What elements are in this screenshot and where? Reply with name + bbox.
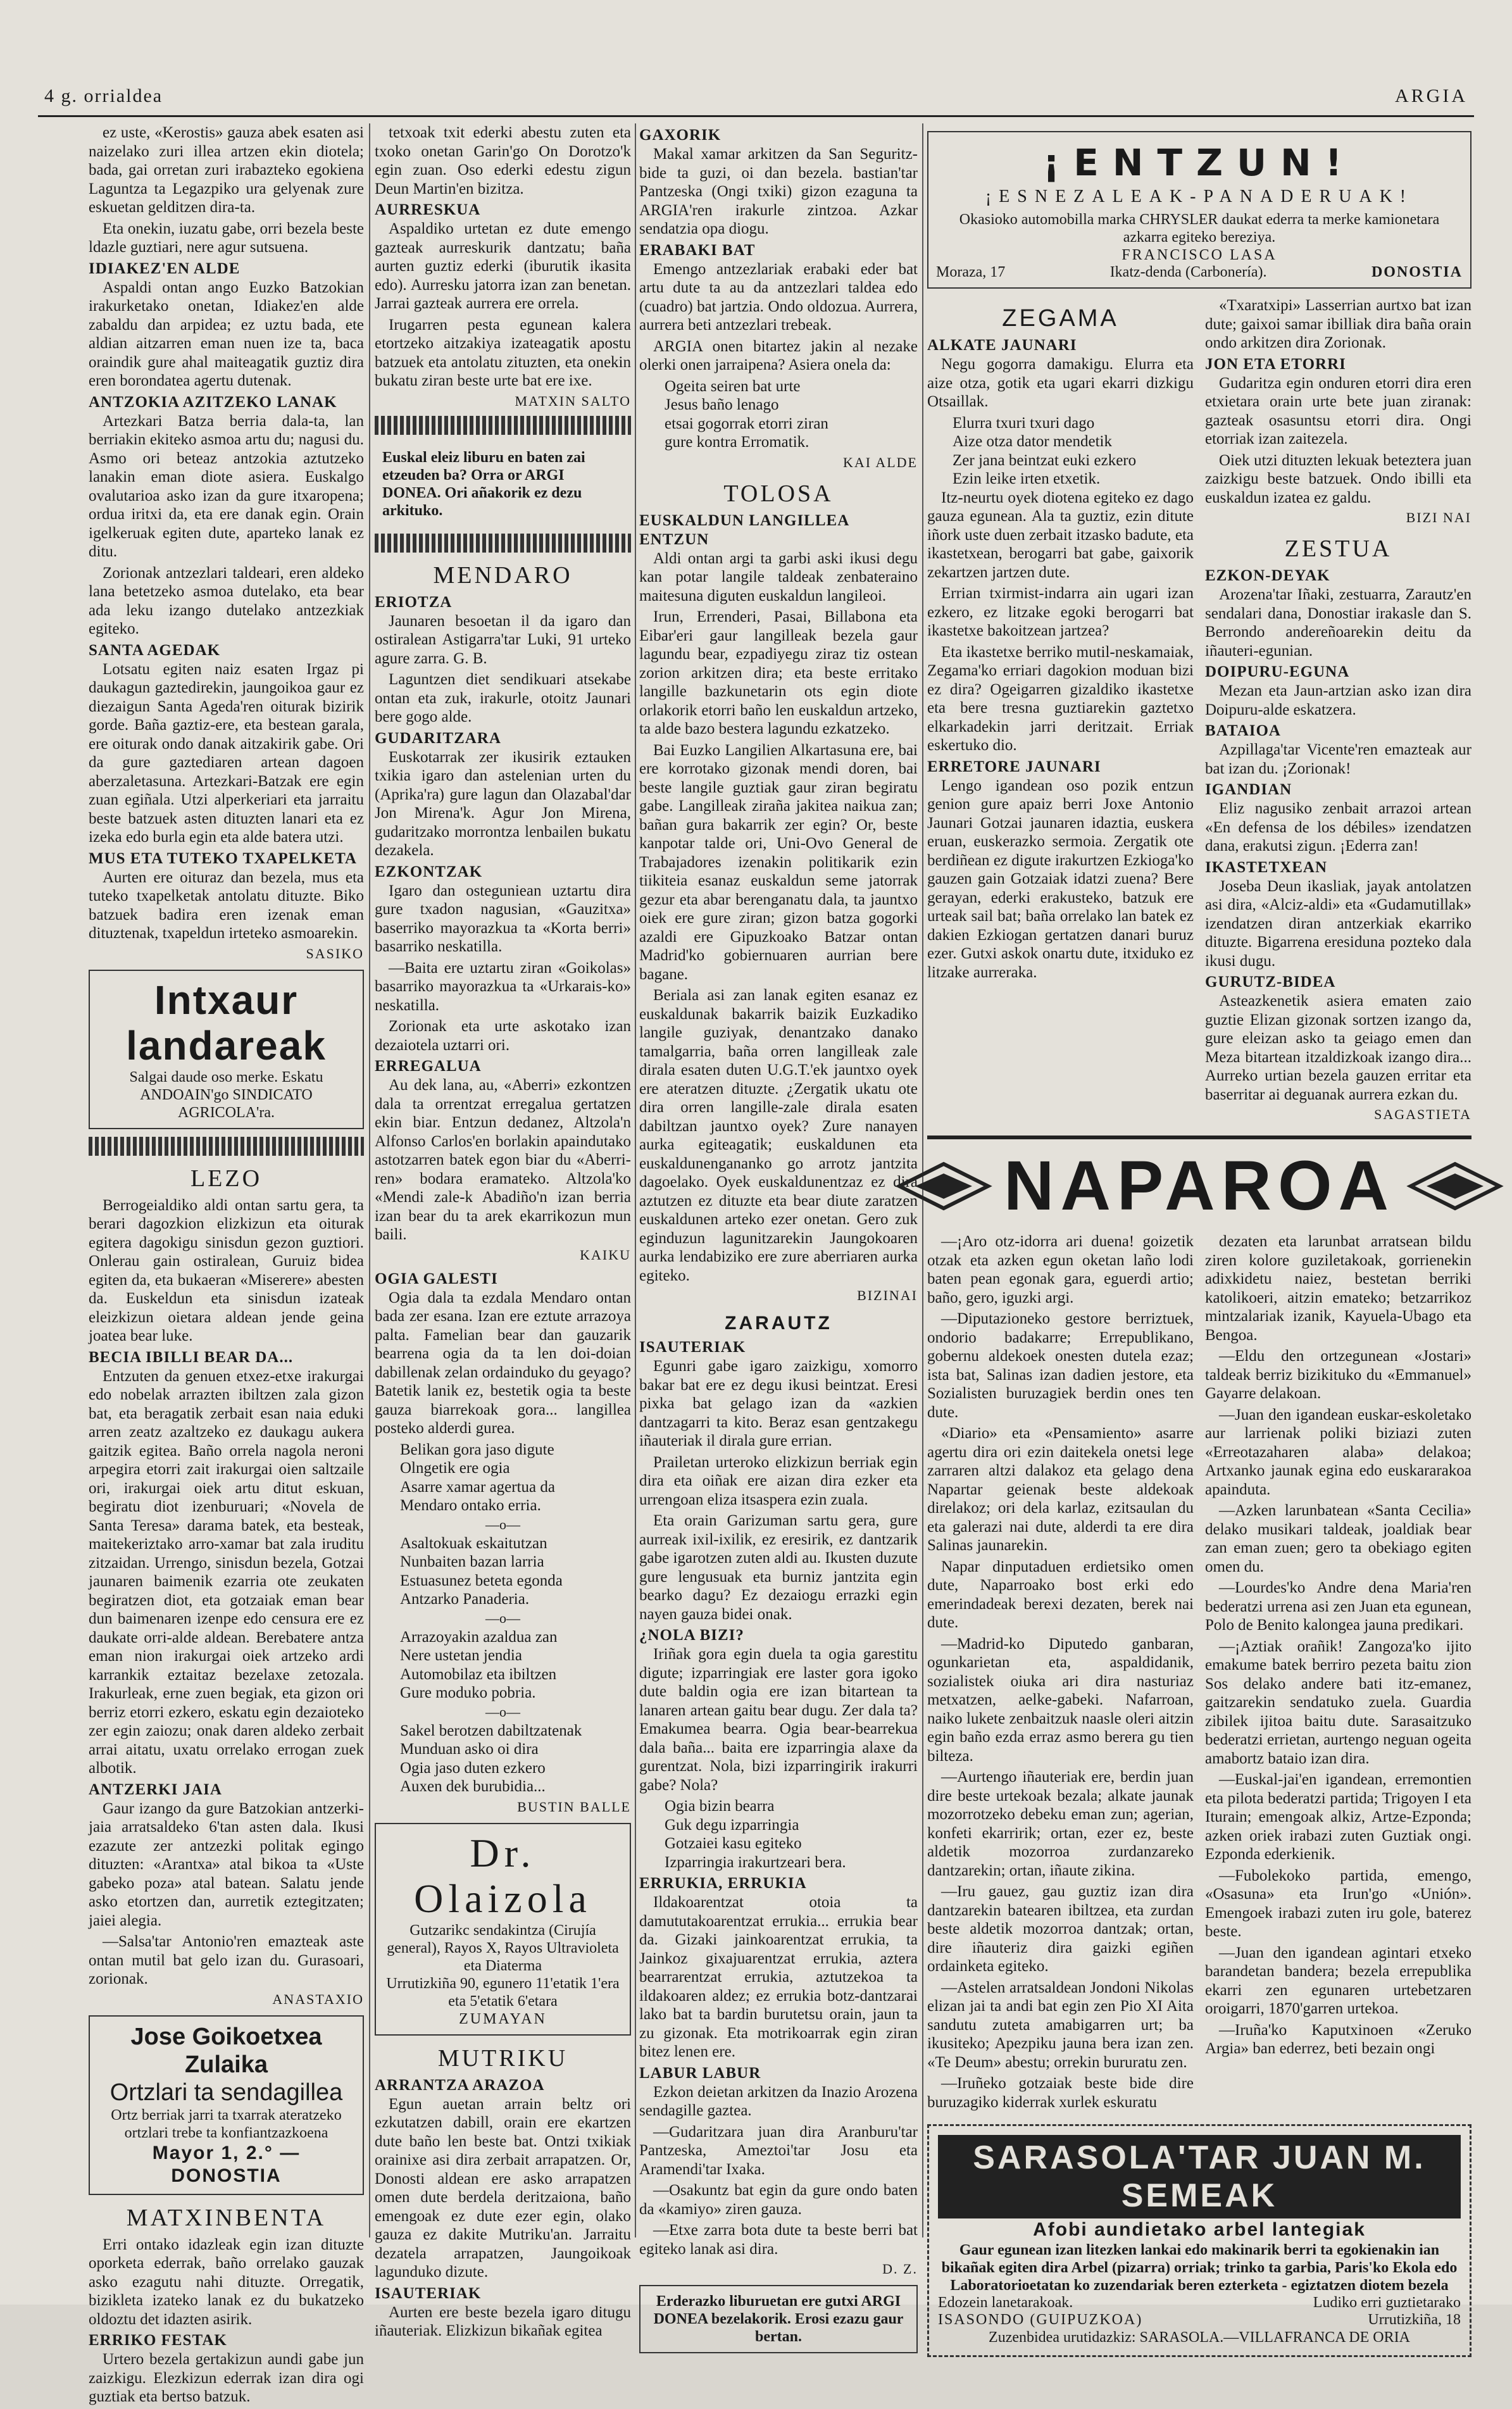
verse-line: Munduan asko oi dira — [400, 1741, 539, 1758]
town-heading: MENDARO — [433, 561, 573, 589]
article-text: «Txaratxipi» Lasserrian aurtxo bat izan dute; gaixoi samar ibilliak dira baña orain ondo arkitzen dira Zorionak. — [1205, 297, 1471, 351]
article-text: «Diario» eta «Pensamiento» asarre agertu dira ori ezin daitekela onetsi lege zarraren altzi dalakoz eta gelago dena Napartar geienak beste aldekoak direlakoz; ori dela karlaz, ezitsaulan du eta galerazi nai dute, alderdi ta ere dira Salinas jaunarekin. — [927, 1425, 1194, 1554]
verse-line: Ezin leike irten etxetik. — [953, 470, 1101, 487]
article-text: Aspaldi ontan ango Euzko Batzokian irakurketako onetan, Idiakez'en alde zabaldu dan arpidea; ez uztu bada, ete aldian aitzarren eman nuen ize ta, baca oraindik gure ahal maiteagatik guztiz dira eren borondatea agertu dutenak. — [89, 278, 364, 389]
article-heading: EUSKALDUN LANGILLEA ENTZUN — [639, 511, 849, 548]
article-text: Igaro dan osteguniean uztartu dira gure txadon nagusian, «Gauzitxa» baserriko mayorazkua ta «Korta berri» basarriko neskatilla. — [375, 882, 631, 955]
naparoa-banner — [927, 1146, 1471, 1226]
ad-place: ZUMAYAN — [459, 2010, 547, 2027]
verse-line: Elurra txuri txuri dago — [953, 414, 1095, 432]
verse-line: Jesus baño lenago — [665, 396, 779, 413]
article-text: Ezkon deietan arkitzen da Inazio Arozena sendagille gaztea. — [639, 2083, 918, 2119]
article-heading: GUDARITZARA — [375, 729, 501, 747]
ad-text: Gaur egunean izan litezken lankai edo makinarik berri ta egokienakin ian bikañak egiten dira Arbel (pizarra) orriak; trinko ta garbia, Paris'ko Ekola edo Laboratorioetatan ko zuzendariak beren ezterketa - egiztatzen diotem bezela — [941, 2242, 1458, 2294]
coat-of-arms-icon — [1408, 1158, 1503, 1215]
ad-hours: Urrutizkiña 90, egunero 11'etatik 1'era eta 5'etatik 6'etara — [386, 1975, 620, 2010]
article-text: Aurten ere beste bezela igaro ditugu iñauteriak. Elizkizun bikañak egitea — [375, 2303, 631, 2339]
verse-line: gure kontra Erromatik. — [665, 434, 809, 451]
ad-subtitle: Ortzlari ta sendagillea — [109, 2079, 343, 2106]
ad-phone: Urrutizkiña, 18 — [1368, 2312, 1461, 2328]
verse-line: Zer jana beintzat euki ezkero — [953, 451, 1137, 469]
subcolumns-naparoa — [927, 1232, 1471, 2114]
article-text: Makal xamar arkitzen da San Seguritz-bide ta guzi, oi dan bezela. bastian'tar Pantzeska (Ongi txiki) gizon ezaguna ta ARGIA'ren irakurle zintzoa. Azkar sendatzia opa diogu. — [639, 146, 918, 237]
article-heading: ALKATE JAUNARI — [927, 337, 1077, 354]
verse-line: Auxen dek burubidia... — [400, 1778, 546, 1795]
article-text: dezaten eta larunbat arratsean bildu ziren kolore guziletakoak, gorrienekin adixkidetu naiez, bestetan berriki katolikoeri, aitzin emateko; betzarrikoz mintzalariak izanik, Kayuela-Ubago eta Bengoa. — [1205, 1233, 1471, 1344]
ad-line: Edozein lanetarakoak. — [938, 2294, 1073, 2311]
verse-line: Nere ustetan jendia — [400, 1647, 522, 1664]
article-heading: ERRUKIA, ERRUKIA — [639, 1875, 807, 1892]
town-heading: MATXINBENTA — [126, 2204, 327, 2231]
article-text: —¡Aztiak orañik! Zangoza'ko ijito emakume batek berriro pezeta baitu zion Sos delako andere bati itz-emanez, gaitzarekin sendatuko zuela. Guardia zibilek ijitoa baitu dute. Sarasaitzuko bederatzi errietan, aurtengo neguan ogeita amabortz bataio izan dira. — [1205, 1637, 1471, 1767]
article-text: Egunri gabe igaro zaizkigu, xomorro bakar bat ere ez degu ikusi beintzat. Eresi pixka bat gelago izan da «azkien dantzagarri ta kito. Beraz esan gentzakegu iñauteriak il dirala gure errian. — [639, 1358, 918, 1449]
article-text: Zorionak antzezlari taldeari, eren aldeko lana betetzeko asmoa dutelako, eta bear ada leku izango dutelako antzezkiak egiteko. — [89, 564, 364, 637]
article-text: —Madrid-ko Diputedo ganbaran, ogunkarietan eta, aspaldidanik, sozialistek oiuka ari dira nasturiaz metxatzen, aelke-gabeki. Nafarroan, naiko lukete zenbaitzuk naasle oleri aitzin egin baño ezda erraz asmo berera gu tien bilteza. — [927, 1635, 1194, 1765]
article-text: ez uste, «Kerostis» gauza abek esaten asi naizelako zuri illea artzen ekin diotela; bada, gai orretan zuri irabazteko egokiena Laguntza ta Legazpiko ura gelyenak zure eskuetan gelditzen dira-ta. — [89, 124, 364, 216]
ad-text: Gutzarikc sendakintza (Cirujía general), Rayos X, Rayos Ultravioleta eta Diaterma — [387, 1922, 619, 1974]
signature: KAIKU — [580, 1246, 631, 1263]
signature: MATXIN SALTO — [515, 392, 631, 409]
article-text: Zorionak eta urte askotako izan dezaiotela uztarri ori. — [375, 1018, 631, 1054]
article-heading: GURUTZ-BIDEA — [1205, 973, 1336, 991]
verse-line: Antzarko Panaderia. — [400, 1591, 530, 1608]
header-rule — [38, 115, 1474, 117]
ad-address: Mayor 1, 2.° — DONOSTIA — [152, 2142, 301, 2186]
ad-text: Ortz berriak jarri ta txarrak ateratzeko ortzlari trebe ta konfiantzazkoena — [111, 2106, 342, 2141]
signature: BUSTIN BALLE — [517, 1798, 631, 1815]
article-text: Urtero bezela gertakizun aundi gabe jun zaizkigu. Elezkizun ederrak izan dira ogi guztiak eta bertso batzuk. — [89, 2351, 364, 2405]
verse-line: Estuasunez beteta egonda — [400, 1572, 563, 1589]
verse-line: Mendaro ontako erria. — [400, 1497, 541, 1514]
article-heading: ISAUTERIAK — [639, 1339, 746, 1356]
article-text: Laguntzen diet sendikuari atsekabe ontan eta zuk, irakurle, otoitz Jaunari bere gogo alde. — [375, 671, 631, 725]
article-heading: MUS ETA TUTEKO TXAPELKETA — [89, 849, 357, 867]
article-heading: IKASTETXEAN — [1205, 858, 1327, 876]
article-heading: ANTZERKI JAIA — [89, 1780, 222, 1798]
article-text: —¡Aro otz-idorra ari duena! goizetik otzak eta azken egun oketan laño lodi baten pean egonak gara, eguerdi artio; baño, gero, iguzki argi. — [927, 1233, 1194, 1306]
verse-line: Guk degu izparringia — [665, 1816, 799, 1834]
article-text: Oiek utzi dituzten lekuak beteztera juan zaizkigu beste batzuek. Ondo ibilli eta euskaldun izatea ez galdu. — [1205, 451, 1471, 506]
article-text: Iriñak gora egin duela ta ogia garestitu digute; izparringiak ere laster gora igoko dute baldin ogia ere izan bitartean ta lanaren artean gaitu bear dugu. Zer dala ta? Emakumea bearra. Ogia bear-bearrekua dala baña... baita ere izparringia alaxe da gurentzat. Nola, bizi izparringirik irakurri gabe? Nola? — [639, 1646, 918, 1794]
article-heading: ISAUTERIAK — [375, 2284, 482, 2302]
article-text: Errian txirmist-indarra ain ugari izan ezkero, ez litzake egoki berogarri bat ikastetxe bakoitzean jartzea? — [927, 585, 1194, 639]
verse-separator: —o— — [485, 1610, 520, 1626]
article-heading: SANTA AGEDAK — [89, 641, 221, 659]
ad-title: Jose Goikoetxea Zulaika — [130, 2023, 322, 2078]
town-heading: ZARAUTZ — [725, 1313, 832, 1334]
town-heading: TOLOSA — [723, 480, 834, 507]
article-text: —Salsa'tar Antonio'ren emazteak aste ontan mutil bat gelo izan du. Gurasoari, zorionak. — [89, 1933, 364, 1987]
article-text: —Euskal-jai'en igandean, erremontien eta pilota bederatzi partida; Trigoyen I eta Iturain; emengoak alkiz, Artze-Ezponda; azken oriek irabazi zuten Guztiak ongi. Ezponda ederkienik. — [1205, 1771, 1471, 1863]
town-heading: ZEGAMA — [1002, 305, 1119, 332]
article-text: —Diputazioneko gestore berriztuek, ondorio badakarre; Errepublikano, gobernu aldekoek onesten dutela ezaz; ista bat, Salinas izan dadien jestore, eta Sozialisten buruzagiek berdin ones ten dute. — [927, 1310, 1194, 1421]
signature: D. Z. — [882, 2261, 918, 2277]
article-heading: ERIOTZA — [375, 593, 453, 611]
article-text: Eta onekin, iuzatu gabe, orri bezela beste ldazle guztiari, nere agur sutsuena. — [89, 220, 364, 256]
ad-shop: Ikatz-denda (Carbonería). — [1109, 264, 1267, 280]
article-heading: EZKON-DEYAK — [1205, 567, 1330, 584]
article-text: Euskotarrak zer ikusirik eztauken txikia igaro dan astelenian urten du (Aprika'ra) gure lagun dan Olazabal'dar Jon Mirena'k. Agur Jon Mirena, gudaritzako morrontza lenbailen bukatu dezakela. — [375, 748, 631, 859]
subcolumn-naparoa-left — [927, 1232, 1194, 2114]
article-heading: EZKONTZAK — [375, 863, 483, 880]
article-heading: DOIPURU-EGUNA — [1205, 663, 1350, 680]
masthead: ARGIA — [1395, 85, 1468, 106]
article-text: Eta orain Garizuman sartu gera, gure aurreak ixil-ixilik, ez eresirik, ez dantzarik gabe igarotzen zuten aldi au. Ikusten duzute gure lengusuak eta burniz jantzita egin bearko dagu? Ez dezaiogu errazki egin nayen gauza bidei onak. — [639, 1512, 918, 1623]
section-title: NAPAROA — [1004, 1147, 1395, 1225]
verse-separator: —o— — [485, 1516, 520, 1532]
ad-subtitle: Afobi aundietako arbel lantegiak — [1033, 2219, 1366, 2240]
article-text: Emengo antzezlariak erabaki eder bat artu dute ta au da antzezlari taldea edo (cuadro) bat jartzia. Ondo oldozua. Aurrera, aurrera beti antzezlari trebeak. — [639, 260, 918, 334]
decorative-banner — [89, 1137, 364, 1156]
signature: KAI ALDE — [842, 454, 918, 470]
article-text: Lotsatu egiten naiz esaten Irgaz pi daukagun gaztedirekin, jaungoikoa gaur ez diezaigun Santa Ageda'ren oiturak bizirik gorde. Baña gaztiz-ere, eta bestean garala, ere oiturak ondo danak aitzakirik gabe. Ori da gure gaztediaren artean dagoen aberzaletasuna. Artezkari-Batzak ere egin zuan egiñala. Utzi alperkeriari eta jarraitu beste batzuek asten dituzten lanari eta ez izeka edo burla egin eta alde batera utzi. — [89, 660, 364, 846]
ad-argi-donea — [375, 442, 631, 526]
article-text: —Gudaritzara juan dira Aranburu'tar Pantzeska, Ameztoi'tar Josu eta Aramendi'tar Ixaka. — [639, 2123, 918, 2178]
article-heading: OGIA GALESTI — [375, 1270, 498, 1287]
article-text: Lengo igandean oso pozik entzun genion gure apaiz berri Joxe Antonio Jaunari Gotzai jaunaren idaztia, euskera eruan, euskerazko sermoia. Zergatik ote berdiñean ez digute irakurtzen Ezkioga'ko gauzen gain Gotzaiak idatzi zuena? Bere gerayan, ederki erakusteko, batzuk ere urteak sail bat; baña orrelako lan batek ez dakien Ezkiogan gertatzen danari buruz ezer. Gutxi askok onartu dute, itxiduko ez litzake aurreraka. — [927, 777, 1194, 981]
signature: SAGASTIETA — [1374, 1106, 1471, 1122]
town-heading: MUTRIKU — [437, 2044, 568, 2072]
article-text: —Iruñeko gotzaiak beste bide dire buruzagiko kiderrak xurlek eskuratu — [927, 2075, 1194, 2111]
ad-subtitle: ¡ESNEZALEAK-PANADERUAK! — [985, 187, 1414, 206]
article-text: Entzuten da genuen etxez-etxe irakurgai edo nobelak arrazten ibiltzen zala gizon bat, eta beragatik zerbait esan naia eduki arren zeatz azaltzeko ez daukagu aukera gaitzik egitea. Baño orrela nagola neroni arpegira etorri zait irakurgai oien saltzaile ori, irakurgai oiek artu ditut eskuan, begiratu diot izenburuari; «Novela de Santa Teresa» darama batek, eta besteak, maitekeriztako arro-xamar bat zala iruditu zitzaidan. Urrengo, sinisdun bezela, Gotzai jaunaren baimenik ezarria ote zeukaten begiratzen diot, eta gotzaiak eman bear dun baimenaren izenpe edo censura ere ez daukate orri-alde aldean. Berebatere antza eman nion irakurgai oiek artzeko ardi karrankik eztaitaz bezelaxe zetozala. Irakurleak, erne zuen begiak, eta gizon ori berriz etorri ezkero, eskatu egin dezaioteko zer egin zaiozu; onak daren aldeko zerbait arrai aitatu, uxatu orrelako errogan zuek albotik. — [89, 1367, 364, 1777]
article-text: Berrogeialdiko aldi ontan sartu gera, ta berari dagozkion elizkizun eta oiturak egitera dagokigu sinisdun gezon guztiori. Onlerau gain ostiralean, Guruiz bidea egiten da, eta bukaeran «Miserere» abesten da. Euskeldun eta sinisdun izateak eleizkizun oietara aldean jende geina joatea bear luke. — [89, 1196, 364, 1344]
signature: ANASTAXIO — [272, 1991, 364, 2007]
article-text: Jaunaren besoetan il da igaro dan ostiralean Astigarra'tar Luki, 91 urteko agure zarra. G. B. — [375, 612, 631, 667]
ad-text: Okasioko automobilla marka CHRYSLER daukat ederra ta merke kamionetara azkarra egiteko bereziya. — [959, 211, 1440, 246]
ad-title: ¡ENTZUN! — [1042, 141, 1356, 184]
signature: BIZINAI — [857, 1287, 918, 1303]
verse-line: Automobilaz eta ibiltzen — [400, 1665, 557, 1683]
decorative-banner — [375, 534, 631, 553]
verse-line: Belikan gora jaso digute — [400, 1441, 554, 1458]
article-text: Aspaldiko urtetan ez dute emengo gazteak aurreskurik dantzatu; baña aurten guztiz ederki (iburutik ikasita edo). Aurresku jatorra izan zan benetan. Jarrai gazteak aurrera ere orrela. — [375, 220, 631, 312]
ad-goikoetxea — [89, 2015, 364, 2195]
article-heading: AURRESKUA — [375, 201, 481, 218]
ad-city: DONOSTIA — [1371, 264, 1463, 280]
article-text: —Baita ere uztartu ziran «Goikolas» basarriko mayorazkua ta «Urkarais-ko» neskatilla. — [375, 959, 631, 1014]
verse-line: etsai gogorrak etorri ziran — [665, 415, 828, 432]
article-text: —Astelen arratsaldean Jondoni Nikolas elizan jai ta andi bat egin zen Pio XI Aita sandutu zuteta amabigarren urt; ba ikusiteko; Apezpiku jauna bera izan zen. «Te Deum» abestu; orrekin bururatu zen. — [927, 1979, 1194, 2071]
article-text: Gudaritza egin onduren etorri dira eren etxietara orain urte bete juan ziranak: gazteak osasuntsu etorri dira. Ongi etorriak izan zaitezela. — [1205, 374, 1471, 447]
verse-line: Nunbaiten bazan larria — [400, 1553, 544, 1570]
article-text: Joseba Deun ikasliak, jayak antolatzen asi dira, «Alciz-aldi» eta «Gudamutillak» izendatzen diran antzerkiak ekarriko dituzte. Bigarrena eresiduna pozteko dala ikusi dugu. — [1205, 877, 1471, 970]
article-text: —Iru gauez, gau guztiz izan dira dantzarekin batearen ibiltzea, eta zurdan beste aldetik mozorroa dantzak; ortan, dire iñauteriz dira gaizki egiñen ordainketa egiteko. — [927, 1883, 1194, 1975]
subcolumn-zestua — [1205, 296, 1471, 1129]
article-text: Asteazkenetik asiera ematen zaio guztie Elizan gizonak sortzen izango da, gure eleizan asko ta geiago emen dan Meza bitartean itzaldizkoak izango dira... Aurreko urtian bezela gauzen erritar eta baserritar ai deguanak aurrera ezkan du. — [1205, 992, 1471, 1103]
article-text: Artezkari Batza berria dala-ta, lan berriakin ekiteko asmoa artu du; nagusi du. Asmo ori beteaz antzokia aztutzeko lanakin eman diote asiera. Euskalgo ovalutarioa asko izan da gure itxaropena; ordua iritxi da, eta ere danak egin. Orain igelkeruak egiten dute, aparteko lanak ez ditu. — [89, 412, 364, 560]
ad-address: Zuzenbidea urutidazkiz: SARASOLA.—VILLAFRANCA DE ORIA — [989, 2329, 1410, 2346]
signature: SASIKO — [306, 945, 364, 961]
verse-line: Ogia bizin bearra — [665, 1798, 775, 1815]
subcolumn-naparoa-right — [1205, 1232, 1471, 2114]
ad-name: FRANCISCO LASA — [1122, 247, 1277, 263]
section-rule — [927, 1136, 1471, 1139]
verse-line: Ogeita seiren bat urte — [665, 377, 801, 395]
verse-line: Arrazoyakin azaldua zan — [400, 1628, 558, 1646]
article-text: Ogia dala ta ezdala Mendaro ontan bada zer esana. Izan ere eztute arrazoya palta. Famelian bear dan gauzarik bearrena ogia da ta len doi-doian dabillenak zelan ordainduko du geyago? Batetik lanik ez, bestetik ogia ta beste gauza biarrekoak gora... langillea posteko alderdi gurea. — [375, 1289, 631, 1437]
article-text: Azpillaga'tar Vicente'ren emazteak aur bat izan du. ¡Zorionak! — [1205, 741, 1471, 777]
article-text: Arozena'tar Iñaki, zestuarra, Zarautz'en sendalari dana, Donostiar irakasle dan S. Berrondo andereñoarekin deitu da iñauteri-egunian. — [1205, 586, 1471, 660]
decorative-banner — [375, 416, 631, 435]
ad-text: Salgai daude oso merke. Eskatu ANDOAIN'go SINDICATO AGRICOLA'ra. — [129, 1068, 323, 1121]
article-text: Gaur izango da gure Batzokian antzerki-jaia arratsaldeko 6'tan asten dala. Ikusi ezazute zer antzezki politak egingo dituzten: «Arantxa» atal bikoa ta «Uste gabeko poza» atal batean. Salatu jende asko etortzen dan, aurretik eztegitzaten; jaiei alegia. — [89, 1799, 364, 1929]
article-heading: ERABAKI BAT — [639, 241, 756, 259]
article-text: Aurten ere oituraz dan bezela, mus eta tuteko txapelketak antolatu dituzte. Biko batzuek badira eren izenak eman dituztenak, txapeldun irteteko asmoarekin. — [89, 868, 364, 942]
article-heading: ERREGALUA — [375, 1058, 482, 1075]
column-3 — [639, 123, 918, 2361]
verse-line: Asarre xamar agertua da — [400, 1478, 555, 1496]
ad-line: Ludiko erri guztietarako — [1313, 2294, 1461, 2311]
article-text: Ildakoarentzat otoia ta damututakoarentzat errukia... errukia bear da. Gizaki jainkoarentzat errukia, ta Jainkoz gixajuarentzat errukia, aztera bearrarentzat errukia, aztutzekoa ta ildakoaren aldez; ez errukia botz-dantzarai lako bat ta bardin burutetsu orain, jaun ta zu gizonak. Eta motrikoarrak egin ziran bitez lenen ere. — [639, 1894, 918, 2060]
ad-olaizola — [375, 1823, 631, 2036]
article-text: Napar dinputaduen erdietsiko omen dute, Naparroako bost erki edo emerindadeak berexi dezaten, berek nai dute. — [927, 1558, 1194, 1631]
town-heading: LEZO — [190, 1165, 263, 1192]
subcolumn-zegama — [927, 296, 1194, 1129]
article-text: —Osakuntz bat egin da gure ondo baten da «kamiyo» ziren gauza. — [639, 2182, 918, 2218]
article-heading: ¿NOLA BIZI? — [639, 1627, 744, 1644]
ad-street: Moraza, 17 — [936, 264, 1006, 280]
article-text: —Etxe zarra bota dute ta beste berri bat egiteko lanak asi dira. — [639, 2222, 918, 2258]
article-heading: IGANDIAN — [1205, 781, 1292, 798]
ad-town: ISASONDO (GUIPUZKOA) — [938, 2312, 1143, 2328]
article-text: Erri ontako idazleak egin izan dituzte oporketa ederrak, baño orrelako gauzak asko ezagutu nahi dituzte. Orregatik, bizikleta izateko lanak ez du bukatzeko oldoztu det idazten asirik. — [89, 2236, 364, 2328]
article-text: Egun auetan arrain beltz ori ezkutatzen dabill, orain ere ekartzen dute baño len beste bat. Ontzi txikiak orainixe asi dira zerbait arrapatzen. Or, Donosti aldean ere asko arrapatzen omen dute berdela deritzaiona, baño emengoak ez dute ezer egin, olako gauza ez dakite Mutriku'an. Jarraitu dezatela arrapatzen, Jaungoikoak lagunduko dizute. — [375, 2095, 631, 2281]
article-text: Itz-neurtu oyek diotena egiteko ez dago gauza egunean. Ala ta guztiz, ezin ditute iñork uste duen zerbait itzasko badute, eta ikastetxean, berogarri bat gabe, gaixorik zekartzen jartzen dute. — [927, 489, 1194, 581]
column-rule — [369, 123, 370, 2237]
article-text: Irugarren pesta egunean kalera etortzeko aitzakiya izateagatik apostu batzuek eta antolatu zituzten, eta onekin bukatu ziran beste urte bat ere ixe. — [375, 316, 631, 389]
ad-text: Erderazko liburuetan ere gutxi ARGI DONEA bezelakorik. Erosi ezazu gaur bertan. — [653, 2293, 904, 2345]
ad-argi-donea-2 — [639, 2285, 918, 2353]
article-text: —Juan den igandean agintari etxeko barandetan bandera; bezela errepublika ekarri zen egunaren urtebetzaren oroigarri, 1870'garren urtekoa. — [1205, 1944, 1471, 2017]
article-text: Beriala asi zan lanak egiten esanaz ez euskaldunak bakarrik baizik Euzkadiko langile guziyak, denantzako danako tamalgarria, baña orren langilleak zale dirala esaten duten U.G.T.'ek jauntxo oyek ere ateratzen dituzte. ¿Zergatik ukatu ote dira orren langille-zale dirala esaten dabiltzan jauntxo oyek? Zure nanayen aurka egiteagatik; euskaldunen eta euskaldunengananko go arrotz jantzita dagoelako. Oyek euskaldunentzaz ez dira aztutzen ez dituzte eta bear diute zaratzen euskaldunen arteko ezer onetan. Gero zuk eginduzun lagunitzarekin Jaungokoaren aurka lendabiziko ere zure aberriaren aurka egiteko. — [639, 987, 918, 1284]
article-heading: ERRETORE JAUNARI — [927, 758, 1101, 775]
verse-line: Olngetik ere ogia — [400, 1460, 510, 1477]
article-heading: BATAIOA — [1205, 722, 1281, 739]
ad-title: Intxaur landareak — [126, 977, 327, 1068]
article-text: ARGIA onen bitartez jakin al nezake olerki onen jarraipena? Asiera onela da: — [639, 337, 918, 373]
verse-line: Ogia jaso duten ezkero — [400, 1759, 546, 1777]
article-text: Negu gogorra damakigu. Elurra eta aize otza, gotik eta ugari ekarri dizkigu Otsaillak. — [927, 356, 1194, 410]
signature: BIZI NAI — [1406, 510, 1471, 525]
article-text: —Aurtengo iñauteriak ere, berdin juan dire beste urtekoak bezala; alkate jaunak mozorrotzeko debeku eman zun; agerian, konfeti ekarririk; ortan, ezer ez, beste aldetik mozorroa zurdanzareko dantzarekin; ortan, iñaute zikina. — [927, 1768, 1194, 1879]
article-text: Aldi ontan argi ta garbi aski ikusi degu kan potar langile taldeak zenbateraino maitesuna diguten euskaldun langileoi. — [639, 549, 918, 604]
article-heading: BECIA IBILLI BEAR DA... — [89, 1348, 294, 1366]
article-text: —Eldu den ortzegunean «Jostari» taldeak berriz bizikituko du «Emmanuel» Gayarre delakoan. — [1205, 1348, 1471, 1402]
subcolumns-top — [927, 296, 1471, 1129]
article-text: tetxoak txit ederki abestu zuten eta txoko onetan Garin'go On Dorotzo'k egin zuan. Oso ederki edestu zigun Deun Martin'en bizitza. — [375, 124, 631, 197]
verse-line: Asaltokuak eskaitutzan — [400, 1534, 547, 1552]
page-number: 4 g. orrialdea — [44, 85, 163, 106]
article-heading: IDIAKEZ'EN ALDE — [89, 260, 241, 277]
column-2 — [375, 123, 631, 2343]
article-text: Irun, Errenderi, Pasai, Billabona eta Eibar'eri gaur langilleak bezela gaur lagundu bear, ezpadiyegu ziraz tiz ostean zorion arkitzen dira; eta beste erritako langille bazkunetarin ots egin diote orlakorik etorri baño len euskaldun artzeko, ta alde bazo bestera lagundu ezkatzeko. — [639, 608, 918, 737]
article-text: Eta ikastetxe berriko mutil-neskamaiak, Zegama'ko erriari dagokion moduan bizi ez dira? Ogeigarren gizaldiko ikastetxe eta bere tresna guztiarekin gaztetxo elkarkadekin jarri deritzait. Erriak eskertuko dio. — [927, 643, 1194, 754]
article-heading: ANTZOKIA AZITZEKO LANAK — [89, 393, 337, 411]
article-heading: JON ETA ETORRI — [1205, 355, 1346, 373]
article-text: Mezan eta Jaun-artzian asko izan dira Doipuru-alde eskatzera. — [1205, 682, 1471, 718]
verse-line: Sakel berotzen dabiltzatenak — [400, 1722, 582, 1739]
ad-sarasola — [927, 2124, 1471, 2357]
article-heading: ARRANTZA ARAZOA — [375, 2076, 545, 2094]
column-rule — [635, 123, 636, 2237]
coat-of-arms-icon — [896, 1158, 991, 1215]
article-heading: GAXORIK — [639, 127, 722, 144]
article-heading: LABUR LABUR — [639, 2064, 761, 2082]
article-text: Prailetan urteroko elizkizun berriak egin dira eta oiñak ere aizan dira ezker eta urrengoan eliza itsaspera ezin zuala. — [639, 1453, 918, 1508]
article-text: —Fubolekoko partida, emengo, «Osasuna» eta Irun'go «Unión». Emengoek irabazi zuten iru gole, baterez beste. — [1205, 1867, 1471, 1940]
column-1 — [89, 123, 364, 2409]
verse-line: Izparringia irakurtzeari bera. — [665, 1853, 846, 1871]
ad-entzun — [927, 131, 1471, 289]
verse-line: Gure moduko pobria. — [400, 1684, 536, 1701]
article-text: Au dek lana, au, «Aberri» ezkontzen dala ta orrentzat erregalua gertatzen ekin biar. Entzun dedanez, Altzola'n Alfonso Carlos'en borlakin apaindutako astotzarren batek egon biar du «Aberri-ren» bodara eramateko. Altzola'ko «Mendi zale-k Abadiño'n izan berria izan bear du ta arek ekarrikozun mun baili. — [375, 1077, 631, 1243]
verse-line: Aize otza dator mendetik — [953, 433, 1112, 450]
ad-intxaur — [89, 970, 364, 1129]
verse-separator: —o— — [485, 1703, 520, 1720]
article-text: —Iruña'ko Kaputxinoen «Zeruko Argia» ban ederrez, beti bezain ongi — [1205, 2021, 1471, 2057]
ad-title: SARASOLA'TAR JUAN M. SEMEAK — [938, 2135, 1461, 2218]
column-4 — [927, 123, 1471, 2357]
ad-text: Euskal eleiz liburu en baten zai etzeuden ba? Orra or ARGI DONEA. Ori añakorik ez dezu arkituko. — [382, 449, 585, 519]
article-text: Eliz nagusiko zenbait arrazoi artean «En defensa de los débiles» izendatzen dana, erakutsi zigun. ¡Ederra zan! — [1205, 800, 1471, 854]
ad-title: Dr. Olaizola — [414, 1830, 592, 1921]
verse-line: Gotzaiei kasu egiteko — [665, 1835, 802, 1852]
article-text: Bai Euzko Langilien Alkartasuna ere, bai ere korrotako gizonak mendi doren, bai beste langile guztiak gaur ziran begiratu gabe. Langilleak ziraña jakitea naikua zan; bañan gura bakarrik zer egin? Or, beste kanpotar talde ori, Uni-Ovo General de Trabajadores izenakin politikarik ezin tiikiteia esanaz euskaldun seme jatorrak gezur eta abar berenganatu dala, ta jauntxo oiek ere gure ziran; gizon batza gogorki azaldi ere Gipuzkoako Batzar ontan Madrid'ko gobiernuaren aurrian bere bagane. — [639, 741, 918, 983]
town-heading: ZESTUA — [1284, 535, 1392, 562]
article-text: —Azken larunbatean «Santa Cecilia» delako musikari taldeak, joaldiak bear zan eman zuen; gero ta obekiago egiten omen du. — [1205, 1502, 1471, 1575]
article-heading: ERRIKO FESTAK — [89, 2332, 227, 2349]
article-text: —Juan den igandean euskar-eskoletako aur larrienak poliki biziazi zuten «Erreotazaharen alaba» delakoa; Artxanko jaunak egina edo euskararakoa apainduta. — [1205, 1406, 1471, 1498]
article-text: —Lourdes'ko Andre dena Maria'ren bederatzi urrena asi zen Juan eta egunean, Polo de Benito kalongea jauna predikari. — [1205, 1579, 1471, 1634]
